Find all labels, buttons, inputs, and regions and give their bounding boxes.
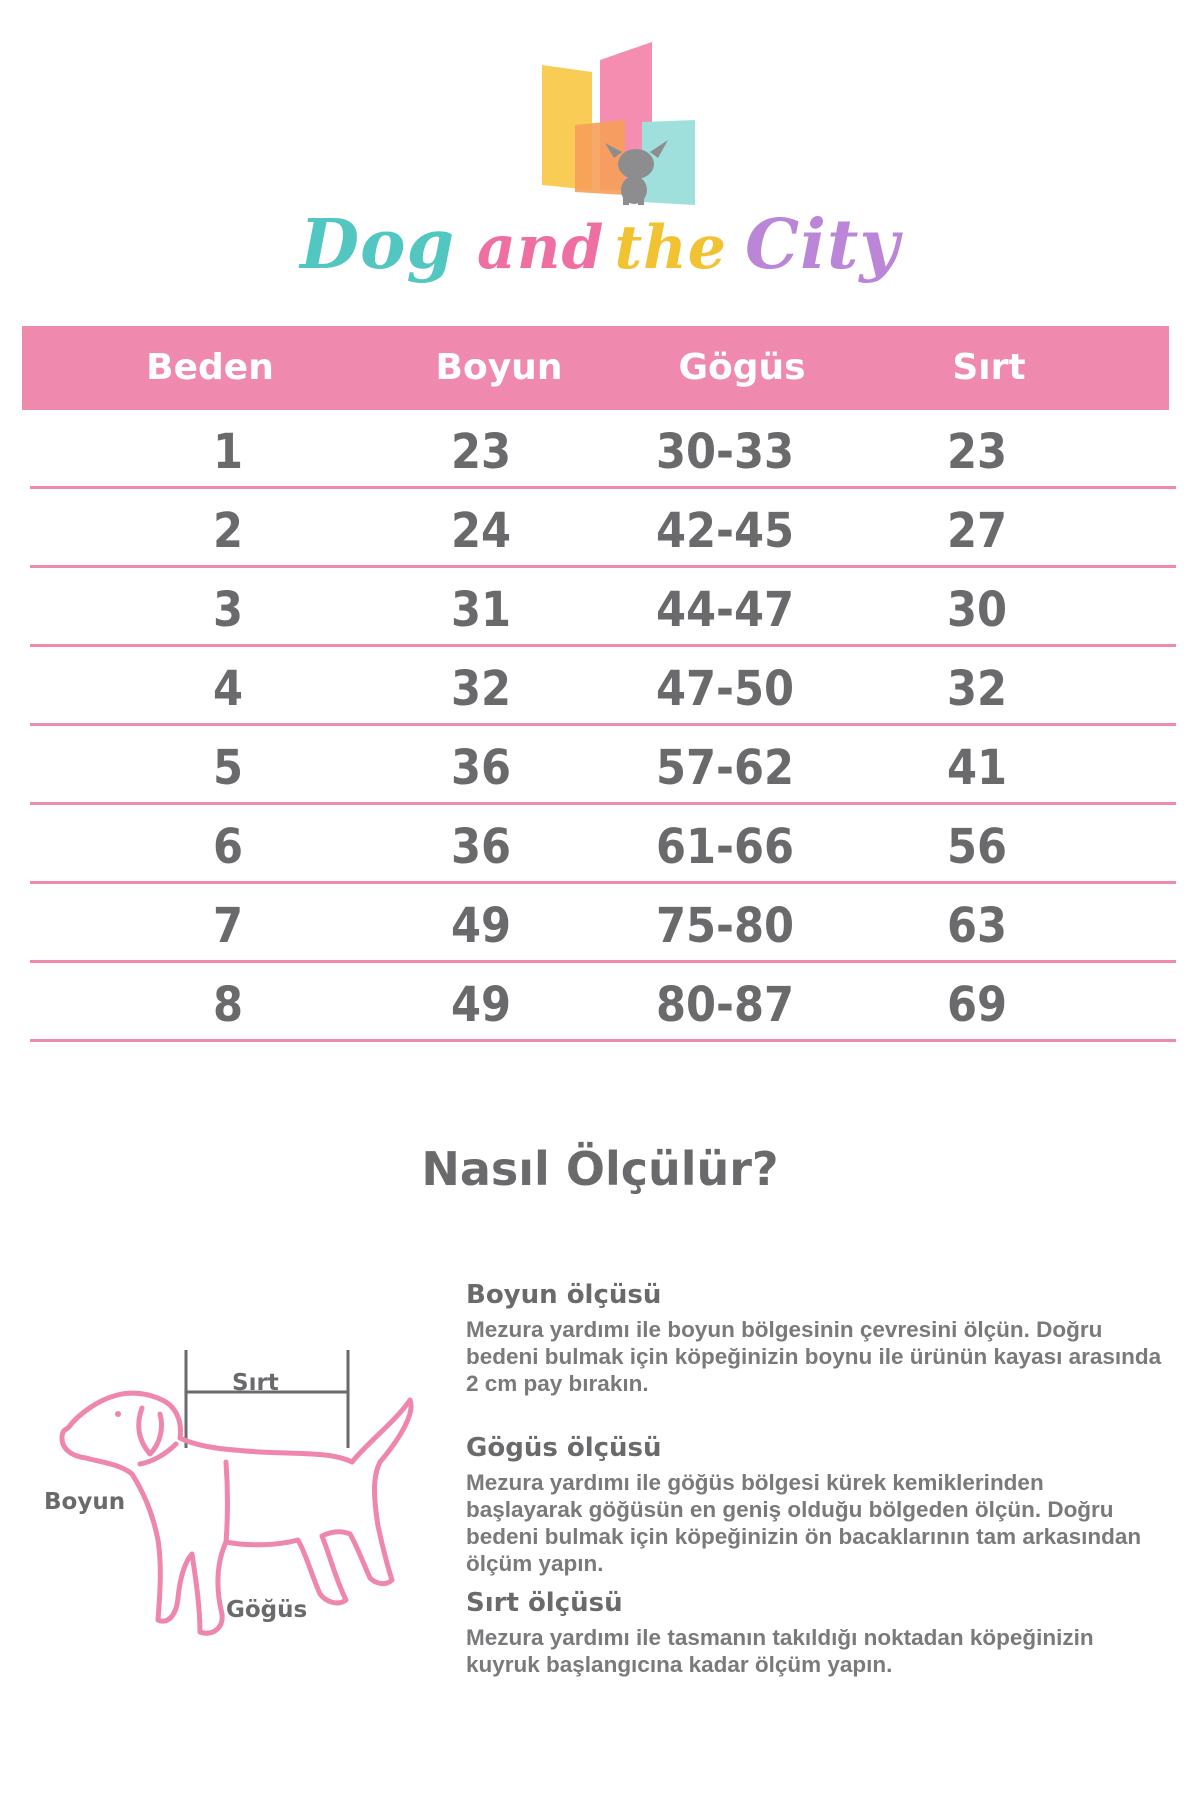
cell-neck: 49	[450, 977, 512, 1033]
back-measure-text: Mezura yardımı ile tasmanın takıldığı noktadan köpeğinizin kuyruk başlangıcına kadar ölçüm yapın.	[466, 1625, 1094, 1677]
cell-neck: 24	[450, 503, 512, 559]
cell-chest: 61-66	[655, 819, 795, 875]
chest-measure-heading: Gögüs ölçüsü	[466, 1433, 662, 1463]
how-to-measure-title: Nasıl Ölçülür?	[421, 1142, 779, 1196]
cell-back: 56	[946, 819, 1008, 875]
cell-size: 5	[212, 740, 244, 796]
table-row	[30, 410, 1176, 489]
brand-word-city: City	[744, 205, 900, 285]
cell-neck: 32	[450, 661, 512, 717]
brand-logo	[0, 0, 1200, 300]
cell-chest: 47-50	[655, 661, 795, 717]
brand-word-the: the	[614, 213, 727, 283]
cell-back: 27	[946, 503, 1008, 559]
brand-word-dog: Dog	[300, 205, 456, 285]
table-row	[30, 963, 1176, 1042]
cell-neck: 36	[450, 740, 512, 796]
cell-back: 41	[946, 740, 1008, 796]
cell-chest: 30-33	[655, 424, 795, 480]
cell-size: 2	[212, 503, 244, 559]
cell-size: 6	[212, 819, 244, 875]
cell-chest: 42-45	[655, 503, 795, 559]
header-neck: Boyun	[435, 347, 563, 388]
table-row	[30, 726, 1176, 805]
diagram-label-neck: Boyun	[44, 1489, 126, 1515]
cell-size: 3	[212, 582, 244, 638]
cell-back: 30	[946, 582, 1008, 638]
table-row	[30, 805, 1176, 884]
table-row	[30, 884, 1176, 963]
city-dog-logo-icon	[530, 40, 700, 210]
back-measure-heading: Sırt ölçüsü	[466, 1588, 623, 1618]
neck-measure-section	[466, 1280, 1166, 1397]
cell-size: 8	[212, 977, 244, 1033]
cell-back: 23	[946, 424, 1008, 480]
cell-neck: 36	[450, 819, 512, 875]
cell-neck: 49	[450, 898, 512, 954]
cell-neck: 31	[450, 582, 512, 638]
header-chest: Gögüs	[678, 347, 806, 388]
chest-measure-text: Mezura yardımı ile göğüs bölgesi kürek kemiklerinden başlayarak göğüsün en geniş olduğu bölgeden ölçün. Doğru bedeni bulmak için köpeğinizin ön bacaklarının tam arkasından ölçüm yapın.	[466, 1470, 1142, 1576]
neck-measure-heading: Boyun ölçüsü	[466, 1280, 662, 1310]
cell-back: 69	[946, 977, 1008, 1033]
header-back: Sırt	[952, 347, 1026, 388]
cell-chest: 80-87	[655, 977, 795, 1033]
cell-size: 1	[212, 424, 244, 480]
header-size: Beden	[146, 347, 274, 388]
brand-word-and: and	[477, 213, 605, 283]
cell-neck: 23	[450, 424, 512, 480]
table-row	[30, 568, 1176, 647]
brand-wordmark	[0, 205, 1200, 285]
back-measure-section	[466, 1588, 1166, 1678]
table-row	[30, 647, 1176, 726]
cell-chest: 57-62	[655, 740, 795, 796]
cell-size: 7	[212, 898, 244, 954]
chest-measure-section	[466, 1433, 1166, 1577]
diagram-label-back: Sırt	[232, 1370, 279, 1396]
neck-measure-text: Mezura yardımı ile boyun bölgesinin çevresini ölçün. Doğru bedeni bulmak için köpeğinizin boynu ile ürünün kayası arasında 2 cm pay bırakın.	[466, 1317, 1162, 1396]
cell-chest: 44-47	[655, 582, 795, 638]
diagram-label-chest: Göğüs	[226, 1597, 308, 1623]
cell-back: 63	[946, 898, 1008, 954]
table-row	[30, 489, 1176, 568]
cell-back: 32	[946, 661, 1008, 717]
cell-chest: 75-80	[655, 898, 795, 954]
size-table-header	[22, 326, 1169, 410]
cell-size: 4	[212, 661, 244, 717]
